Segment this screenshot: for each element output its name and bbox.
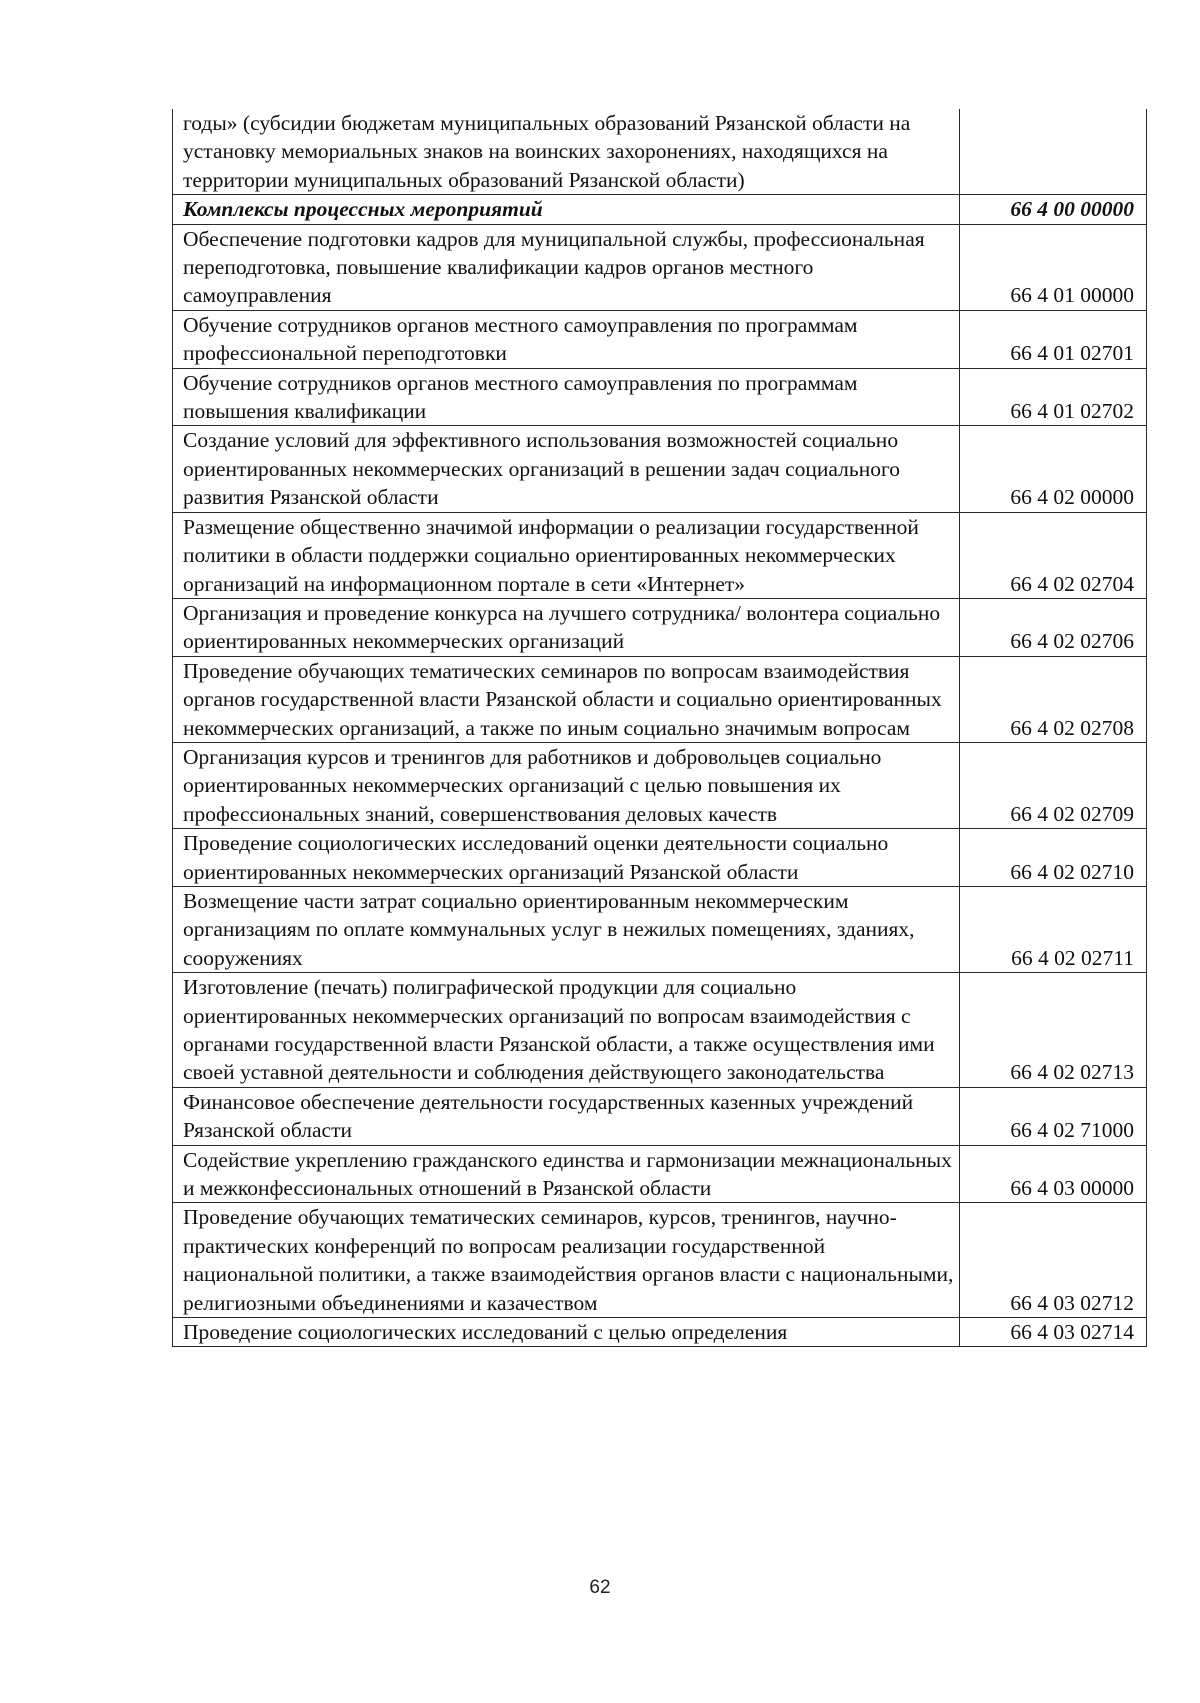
row-name-cell: Содействие укреплению гражданского единства и гармонизации межнациональных и межконфессиональных отношений в Рязанской области bbox=[173, 1145, 960, 1203]
table-row bbox=[173, 973, 1147, 1088]
row-code-cell: 66 4 02 00000 bbox=[960, 426, 1147, 512]
row-name-cell: Проведение социологических исследований оценки деятельности социально ориентированных некоммерческих организаций Рязанской области bbox=[173, 829, 960, 887]
row-name-cell: Создание условий для эффективного использования возможностей социально ориентированных некоммерческих организаций в решении задач социального развития Рязанской области bbox=[173, 426, 960, 512]
row-name-cell: Проведение социологических исследований с целью определения bbox=[173, 1318, 960, 1347]
row-code-cell: 66 4 02 02708 bbox=[960, 656, 1147, 742]
row-name-cell: Проведение обучающих тематических семинаров по вопросам взаимодействия органов государственной власти Рязанской области и социально ориентированных некоммерческих организаций, а также по иным социально значимым вопросам bbox=[173, 656, 960, 742]
table-row bbox=[173, 1203, 1147, 1318]
table-row bbox=[173, 426, 1147, 512]
row-name-cell: Организация и проведение конкурса на лучшего сотрудника/ волонтера социально ориентированных некоммерческих организаций bbox=[173, 598, 960, 656]
row-name-cell: Обучение сотрудников органов местного самоуправления по программам повышения квалификации bbox=[173, 368, 960, 426]
row-code-cell: 66 4 01 00000 bbox=[960, 224, 1147, 310]
section-title-cell: Комплексы процессных мероприятий bbox=[173, 195, 960, 224]
row-name-cell: Проведение обучающих тематических семинаров, курсов, тренингов, научно-практических конференций по вопросам реализации государственной национальной политики, а также взаимодействия органов власти с национальными, религиозными объединениями и казачеством bbox=[173, 1203, 960, 1318]
table-row bbox=[173, 224, 1147, 310]
row-name-cell: годы» (субсидии бюджетам муниципальных образований Рязанской области на установку мемориальных знаков на воинских захоронениях, находящихся на территории муниципальных образований Рязанской области) bbox=[173, 109, 960, 195]
row-name-cell: Изготовление (печать) полиграфической продукции для социально ориентированных некоммерческих организаций по вопросам взаимодействия с органами государственной власти Рязанской области, а также осуществления ими своей уставной деятельности и соблюдения действующего законодательства bbox=[173, 973, 960, 1088]
row-code-cell: 66 4 01 02702 bbox=[960, 368, 1147, 426]
table-row bbox=[173, 368, 1147, 426]
budget-classification-table bbox=[172, 109, 1147, 1347]
row-code-cell: 66 4 02 02706 bbox=[960, 598, 1147, 656]
row-code-cell: 66 4 02 02709 bbox=[960, 742, 1147, 828]
row-code-cell: 66 4 03 02714 bbox=[960, 1318, 1147, 1347]
table-row bbox=[173, 1318, 1147, 1347]
row-name-cell: Организация курсов и тренингов для работников и добровольцев социально ориентированных некоммерческих организаций с целью повышения их профессиональных знаний, совершенствования деловых качеств bbox=[173, 742, 960, 828]
row-code-cell: 66 4 02 02713 bbox=[960, 973, 1147, 1088]
row-name-cell: Финансовое обеспечение деятельности государственных казенных учреждений Рязанской области bbox=[173, 1087, 960, 1145]
row-name-cell: Размещение общественно значимой информации о реализации государственной политики в области поддержки социально ориентированных некоммерческих организаций на информационном портале в сети «Интернет» bbox=[173, 512, 960, 598]
row-code-cell: 66 4 02 02711 bbox=[960, 886, 1147, 972]
row-code-cell: 66 4 02 02710 bbox=[960, 829, 1147, 887]
row-code-cell: 66 4 03 00000 bbox=[960, 1145, 1147, 1203]
row-code-cell bbox=[960, 109, 1147, 195]
section-header-row bbox=[173, 195, 1147, 224]
row-name-cell: Обеспечение подготовки кадров для муниципальной службы, профессиональная переподготовка, повышение квалификации кадров органов местного самоуправления bbox=[173, 224, 960, 310]
row-code-cell: 66 4 03 02712 bbox=[960, 1203, 1147, 1318]
table-row bbox=[173, 1087, 1147, 1145]
row-name-cell: Обучение сотрудников органов местного самоуправления по программам профессиональной переподготовки bbox=[173, 310, 960, 368]
table-row bbox=[173, 1145, 1147, 1203]
row-code-cell: 66 4 01 02701 bbox=[960, 310, 1147, 368]
table-row bbox=[173, 656, 1147, 742]
row-name-cell: Возмещение части затрат социально ориентированным некоммерческим организациям по оплате коммунальных услуг в нежилых помещениях, зданиях, сооружениях bbox=[173, 886, 960, 972]
table-row bbox=[173, 512, 1147, 598]
table-row bbox=[173, 886, 1147, 972]
table-row bbox=[173, 742, 1147, 828]
row-code-cell: 66 4 02 02704 bbox=[960, 512, 1147, 598]
table-row bbox=[173, 829, 1147, 887]
table-row bbox=[173, 310, 1147, 368]
section-code-cell: 66 4 00 00000 bbox=[960, 195, 1147, 224]
table-row bbox=[173, 598, 1147, 656]
table-row bbox=[173, 109, 1147, 195]
page-number: 62 bbox=[589, 1577, 611, 1598]
row-code-cell: 66 4 02 71000 bbox=[960, 1087, 1147, 1145]
